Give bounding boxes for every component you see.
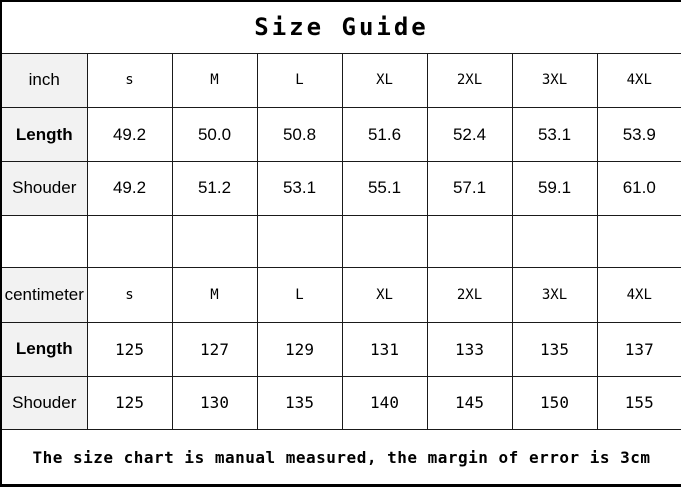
- cm-shoulder-row: [1, 376, 681, 430]
- value-cell: 50.8: [257, 108, 342, 162]
- row-label-inch: inch: [1, 53, 87, 108]
- value-cell: 135: [512, 322, 597, 376]
- empty-cell: [257, 215, 342, 268]
- value-cell: 50.0: [172, 108, 257, 162]
- value-cell: 125: [87, 376, 172, 430]
- cm-length-row: [1, 322, 681, 376]
- row-label-length-cm: Length: [1, 322, 87, 376]
- centimeter-header-row: [1, 268, 681, 323]
- value-cell: 59.1: [512, 161, 597, 215]
- size-header-cell: 4XL: [597, 268, 681, 323]
- size-header-cell: XL: [342, 268, 427, 323]
- row-label-shoulder-cm: Shouder: [1, 376, 87, 430]
- value-cell: 49.2: [87, 108, 172, 162]
- value-cell: 61.0: [597, 161, 681, 215]
- empty-cell: [427, 215, 512, 268]
- value-cell: 150: [512, 376, 597, 430]
- page-title: Size Guide: [1, 1, 681, 53]
- value-cell: 53.1: [512, 108, 597, 162]
- size-header-cell: 2XL: [427, 268, 512, 323]
- size-header-cell: 2XL: [427, 53, 512, 108]
- value-cell: 51.2: [172, 161, 257, 215]
- size-header-cell: M: [172, 53, 257, 108]
- title-row: [1, 1, 681, 53]
- value-cell: 53.9: [597, 108, 681, 162]
- value-cell: 53.1: [257, 161, 342, 215]
- value-cell: 129: [257, 322, 342, 376]
- size-header-cell: s: [87, 53, 172, 108]
- empty-cell: [597, 215, 681, 268]
- value-cell: 52.4: [427, 108, 512, 162]
- value-cell: 145: [427, 376, 512, 430]
- size-header-cell: 4XL: [597, 53, 681, 108]
- value-cell: 131: [342, 322, 427, 376]
- spacer-row: [1, 215, 681, 268]
- inch-length-row: [1, 108, 681, 162]
- value-cell: 51.6: [342, 108, 427, 162]
- value-cell: 133: [427, 322, 512, 376]
- value-cell: 127: [172, 322, 257, 376]
- value-cell: 137: [597, 322, 681, 376]
- size-header-cell: L: [257, 268, 342, 323]
- footer-row: [1, 430, 681, 486]
- row-label-empty: [1, 215, 87, 268]
- value-cell: 57.1: [427, 161, 512, 215]
- inch-shoulder-row: [1, 161, 681, 215]
- empty-cell: [512, 215, 597, 268]
- value-cell: 125: [87, 322, 172, 376]
- row-label-shoulder-inch: Shouder: [1, 161, 87, 215]
- empty-cell: [172, 215, 257, 268]
- value-cell: 135: [257, 376, 342, 430]
- value-cell: 55.1: [342, 161, 427, 215]
- size-header-cell: 3XL: [512, 53, 597, 108]
- size-header-cell: M: [172, 268, 257, 323]
- size-header-cell: s: [87, 268, 172, 323]
- row-label-length-inch: Length: [1, 108, 87, 162]
- empty-cell: [342, 215, 427, 268]
- size-header-cell: 3XL: [512, 268, 597, 323]
- value-cell: 49.2: [87, 161, 172, 215]
- size-header-cell: XL: [342, 53, 427, 108]
- inch-header-row: [1, 53, 681, 108]
- footer-note: The size chart is manual measured, the margin of error is 3cm: [1, 430, 681, 486]
- value-cell: 130: [172, 376, 257, 430]
- row-label-centimeter: centimeter: [1, 268, 87, 323]
- value-cell: 140: [342, 376, 427, 430]
- size-header-cell: L: [257, 53, 342, 108]
- value-cell: 155: [597, 376, 681, 430]
- empty-cell: [87, 215, 172, 268]
